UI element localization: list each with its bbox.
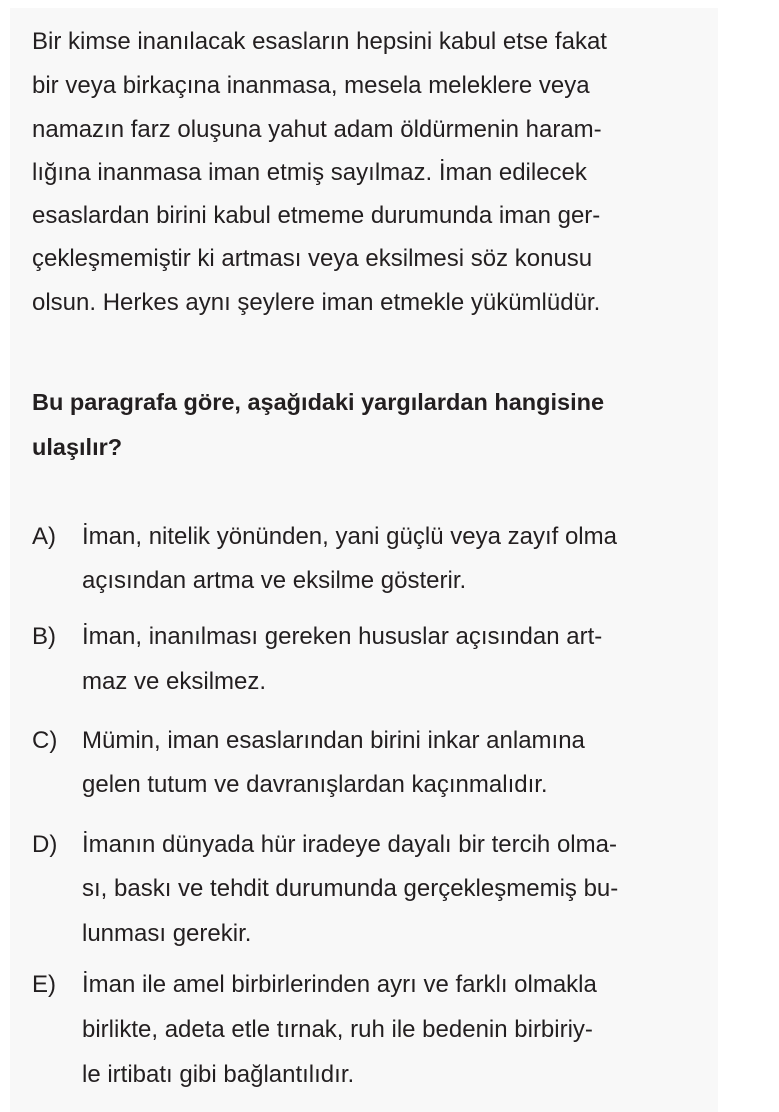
paragraph-line: esaslardan birini kabul etmeme durumunda iman ger- — [32, 202, 601, 229]
option-text-line: İman ile amel birbirlerinden ayrı ve farklı olmakla — [82, 971, 597, 998]
option-text-line: birlikte, adeta etle tırnak, ruh ile bedenin birbiriy- — [82, 1016, 593, 1043]
paragraph-line: çekleşmemiştir ki artması veya eksilmesi söz konusu — [32, 245, 593, 272]
option-text-line: sı, baskı ve tehdit durumunda gerçekleşmemiş bu- — [82, 875, 619, 902]
option-text-line: le irtibatı gibi bağlantılıdır. — [82, 1061, 355, 1088]
paragraph-line: Bir kimse inanılacak esasların hepsini kabul etse fakat — [32, 28, 607, 55]
paragraph-line: lığına inanmasa iman etmiş sayılmaz. İman edilecek — [32, 159, 587, 186]
option-text-line: İman, inanılması gereken hususlar açısından art- — [82, 623, 603, 650]
option-letter: E) — [32, 971, 56, 998]
question-line: ulaşılır? — [32, 434, 123, 460]
option-text-line: gelen tutum ve davranışlardan kaçınmalıdır. — [82, 771, 548, 798]
option-text-line: lunması gerekir. — [82, 920, 252, 947]
option-letter: C) — [32, 727, 58, 754]
option-text-line: Mümin, iman esaslarından birini inkar anlamına — [82, 727, 585, 754]
paragraph-line: namazın farz oluşuna yahut adam öldürmenin haram- — [32, 116, 602, 143]
question-line: Bu paragrafa göre, aşağıdaki yargılardan hangisine — [32, 389, 605, 415]
option-text-line: açısından artma ve eksilme gösterir. — [82, 567, 467, 594]
option-letter: B) — [32, 623, 56, 650]
option-text-line: İman, nitelik yönünden, yani güçlü veya zayıf olma — [82, 523, 617, 550]
option-text-line: maz ve eksilmez. — [82, 668, 267, 695]
option-letter: D) — [32, 831, 58, 858]
paragraph-line: olsun. Herkes aynı şeylere iman etmekle yükümlüdür. — [32, 289, 601, 316]
paragraph-line: bir veya birkaçına inanmasa, mesela meleklere veya — [32, 72, 590, 99]
option-text-line: İmanın dünyada hür iradeye dayalı bir tercih olma- — [82, 831, 617, 858]
option-letter: A) — [32, 523, 56, 550]
